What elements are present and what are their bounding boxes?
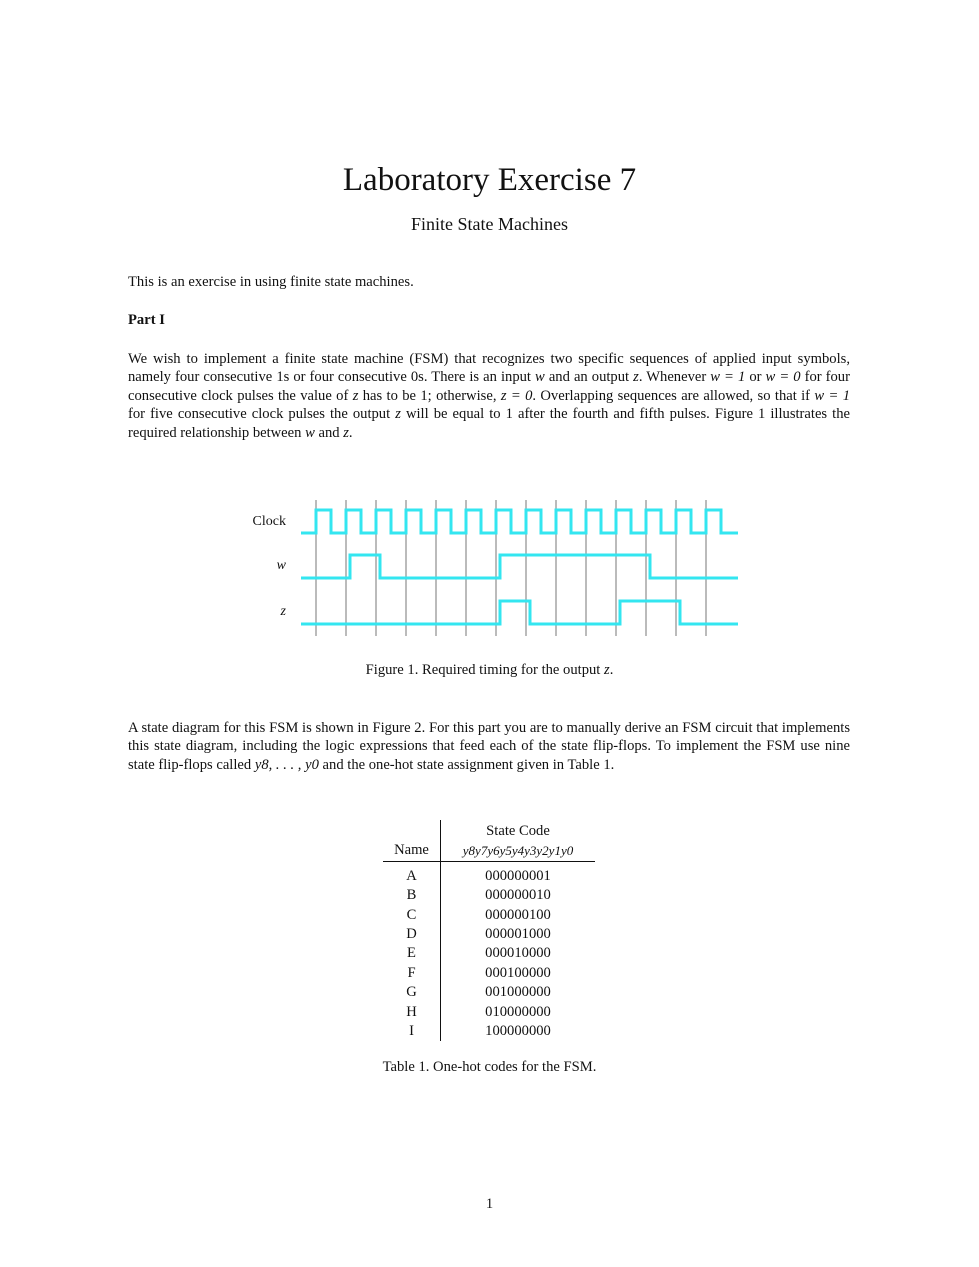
table-row [383, 886, 595, 905]
table-header [383, 841, 595, 861]
table-row [383, 964, 595, 983]
state-code-cell: 000010000 [485, 945, 551, 962]
one-hot-table [383, 820, 595, 1041]
table-row [383, 1022, 595, 1041]
state-code-cell: 100000000 [485, 1023, 551, 1040]
state-name-cell: H [383, 1003, 441, 1022]
table-row [383, 861, 595, 886]
table-row [383, 983, 595, 1002]
page-subtitle: Finite State Machines [411, 214, 568, 234]
state-code-cell: 000000100 [485, 906, 551, 923]
figure1-caption: Figure 1. Required timing for the output z. [365, 662, 614, 678]
state-name-cell: A [383, 861, 441, 886]
table-row [383, 925, 595, 944]
table-row [383, 906, 595, 925]
clock-label: Clock [252, 514, 286, 529]
intro-paragraph: This is an exercise in using finite state machines. [128, 274, 414, 290]
state-code-cell: 000100000 [485, 964, 551, 981]
state-name-cell: C [383, 906, 441, 925]
code-header: y8y7y6y5y4y3y2y1y0 [441, 841, 596, 861]
table-row [383, 944, 595, 963]
state-code-cell: 010000000 [485, 1003, 551, 1020]
state-name-cell: E [383, 944, 441, 963]
part-heading: Part I [128, 312, 165, 328]
table1-caption: Table 1. One-hot codes for the FSM. [382, 1059, 597, 1075]
state-name-cell: G [383, 983, 441, 1002]
clock-waveform [301, 510, 738, 533]
state-name-cell: I [383, 1022, 441, 1041]
state-name-cell: F [383, 964, 441, 983]
w-label: w [276, 558, 286, 573]
state-code-cell: 001000000 [485, 984, 551, 1001]
state-name-cell: B [383, 886, 441, 905]
page-number: 1 [485, 1196, 494, 1212]
state-code-cell: 000001000 [485, 926, 551, 943]
table-row [383, 1003, 595, 1022]
z-label: z [280, 604, 286, 619]
part1-paragraph: We wish to implement a finite state machine (FSM) that recognizes two specific sequences of applied input symbols, namely four consecutive 1s or four consecutive 0s. There is an input w and an output z. Whenever w = 1 or w = 0 for four consecutive clock pulses the value of z has to be 1; otherwise, z = 0. Overlapping sequences are allowed, so that if w = 1 for five consecutive clock pulses the output z will be equal to 1 after the fourth and fifth pulses. Figure 1 illustrates the required relationship between w and z. [128, 351, 850, 441]
state-code-cell: 000000010 [485, 887, 551, 904]
state-code-header: State Code [486, 823, 550, 839]
page-title: Laboratory Exercise 7 [342, 162, 637, 198]
state-code-cell: 000000001 [485, 867, 551, 884]
state-name-cell: D [383, 925, 441, 944]
state-diagram-paragraph: A state diagram for this FSM is shown in Figure 2. For this part you are to manually derive an FSM circuit that implements this state diagram, including the logic expressions that feed each of the state flip-flops. To implement the FSM use nine state flip-flops called y8, . . . , y0 and the one-hot state assignment given in Table 1. [128, 720, 850, 773]
table-header-top [383, 820, 595, 841]
name-header: Name [383, 841, 441, 861]
z-waveform [301, 601, 738, 624]
w-waveform [301, 555, 738, 578]
